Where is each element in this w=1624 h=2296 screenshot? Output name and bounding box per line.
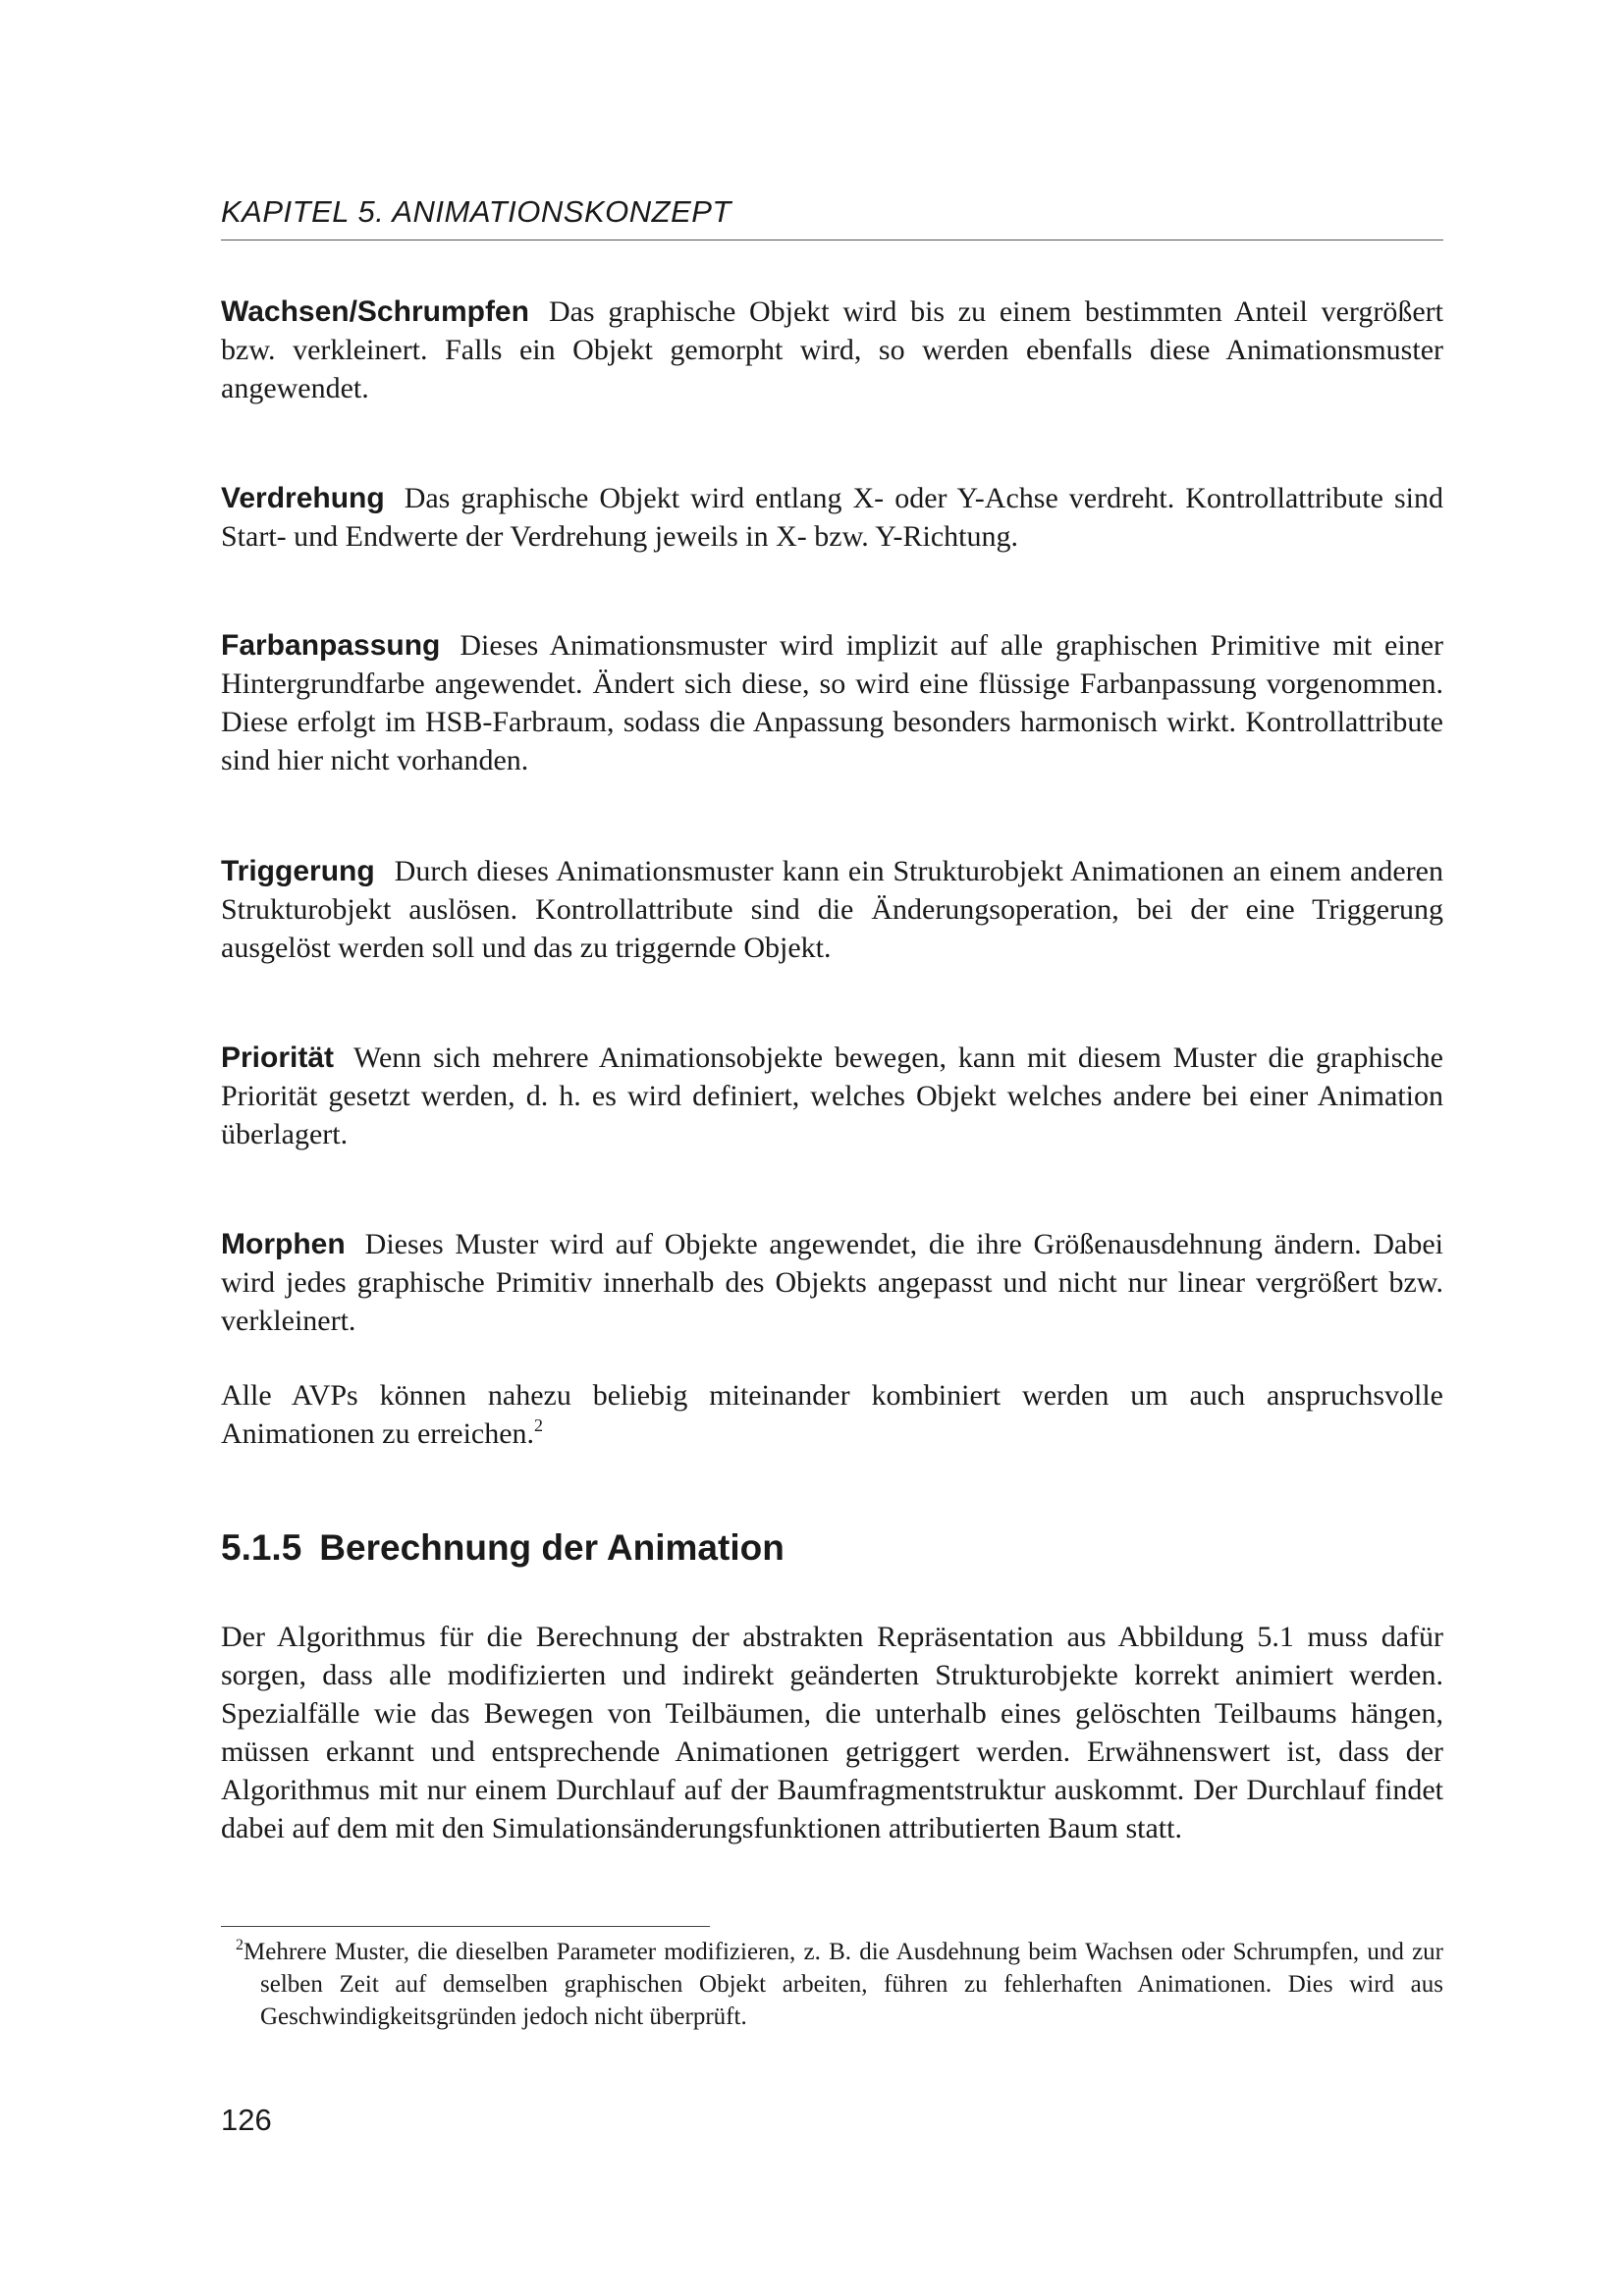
definition-wachsen-schrumpfen (221, 293, 1443, 407)
definition-text: Durch dieses Animationsmuster kann ein Strukturobjekt Animationen an einem anderen Strukturobjekt auslösen. Kontrollattribute sind die Änderungsoperation, bei der eine Triggerung ausgelöst werden soll und das zu triggernde Objekt. (221, 855, 1443, 964)
section-paragraph: Der Algorithmus für die Berechnung der abstrakten Repräsentation aus Abbildung 5.1 muss dafür sorgen, dass alle modifizierten und indirekt geänderten Strukturobjekte korrekt animiert werden. Spezialfälle wie das Bewegen von Teilbäumen, die unterhalb eines gelöschten Teilbaums hängen, müssen erkannt und entsprechende Animationen getriggert werden. Erwähnenswert ist, dass der Algorithmus mit nur einem Durchlauf auf der Baumfragmentstruktur auskommt. Der Durchlauf findet dabei auf dem mit den Simulationsänderungsfunktionen attributierten Baum statt. (221, 1621, 1443, 1844)
definition-farbanpassung (221, 626, 1443, 779)
footnote-reference[interactable]: 2 (534, 1415, 544, 1435)
section-number: 5.1.5 (221, 1527, 302, 1568)
section-heading (221, 1527, 785, 1569)
footnote-rule (221, 1926, 710, 1927)
page-number: 126 (221, 2103, 272, 2137)
definition-term: Triggerung (221, 855, 375, 887)
definition-term: Farbanpassung (221, 629, 441, 662)
section-title: Berechnung der Animation (319, 1527, 785, 1568)
definition-text: Dieses Muster wird auf Objekte angewendet, die ihre Größenausdehnung ändern. Dabei wird jedes graphische Primitiv innerhalb des Objekts angepasst und nicht nur linear vergrößert bzw. verkleinert. (221, 1228, 1443, 1337)
definition-text: Das graphische Objekt wird bis zu einem bestimmten Anteil vergrößert bzw. verkleinert. Falls ein Objekt gemorpht wird, so werden ebenfalls diese Animationsmuster angewendet. (221, 295, 1443, 404)
definition-text: Dieses Animationsmuster wird implizit auf alle graphischen Primitive mit einer Hintergrundfarbe angewendet. Ändert sich diese, so wird eine flüssige Farbanpassung vorgenommen. Diese erfolgt im HSB-Farbraum, sodass die Anpassung besonders harmonisch wirkt. Kontrollattribute sind hier nicht vorhanden. (221, 629, 1443, 776)
definition-morphen (221, 1225, 1443, 1340)
definition-term: Verdrehung (221, 482, 385, 514)
definition-prioritaet (221, 1039, 1443, 1153)
summary-paragraph (221, 1376, 1443, 1453)
footnote (236, 1936, 1443, 2033)
footnote-marker: 2 (236, 1937, 244, 1953)
summary-text: Alle AVPs können nahezu beliebig miteinander kombiniert werden um auch anspruchsvolle Animationen zu erreichen. (221, 1379, 1443, 1450)
definition-triggerung (221, 852, 1443, 967)
definition-text: Wenn sich mehrere Animationsobjekte bewegen, kann mit diesem Muster die graphische Priorität gesetzt werden, d. h. es wird definiert, welches Objekt welches andere bei einer Animation überlagert. (221, 1041, 1443, 1150)
footnote-text: Mehrere Muster, die dieselben Parameter modifizieren, z. B. die Ausdehnung beim Wachsen oder Schrumpfen, und zur selben Zeit auf demselben graphischen Objekt arbeiten, führen zu fehlerhaften Animationen. Dies wird aus Geschwindigkeitsgründen jedoch nicht überprüft. (244, 1939, 1443, 2030)
definition-text: Das graphische Objekt wird entlang X- oder Y-Achse verdreht. Kontrollattribute sind Start- und Endwerte der Verdrehung jeweils in X- bzw. Y-Richtung. (221, 482, 1443, 553)
definition-term: Morphen (221, 1228, 346, 1260)
definition-term: Wachsen/Schrumpfen (221, 295, 529, 328)
definition-verdrehung (221, 479, 1443, 556)
definition-term: Priorität (221, 1041, 335, 1074)
running-head: KAPITEL 5. ANIMATIONSKONZEPT (221, 194, 731, 229)
